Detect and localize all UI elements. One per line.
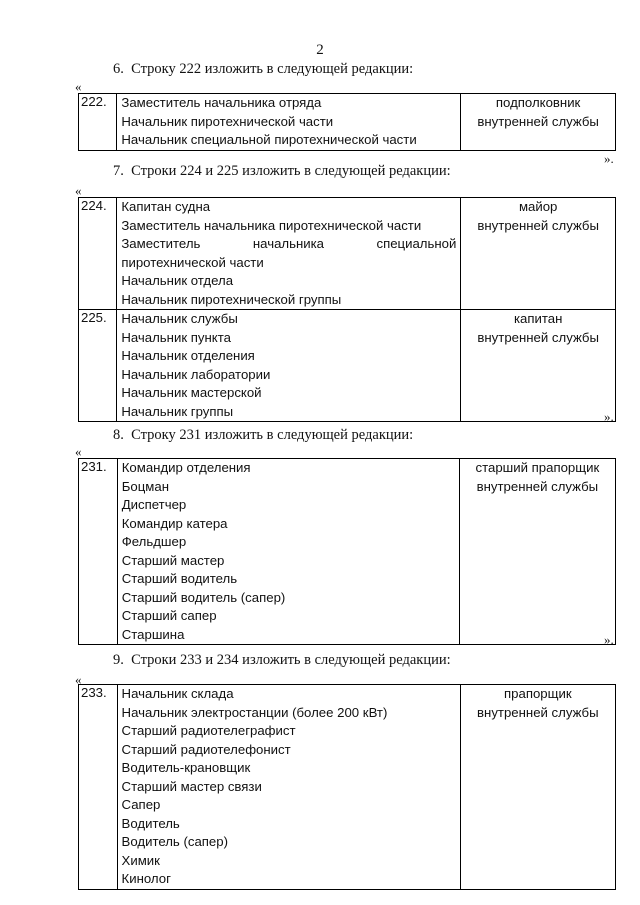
position-item: Начальник группы <box>121 403 234 419</box>
position-list <box>117 685 460 890</box>
rank-cell <box>460 685 615 890</box>
rank-cell <box>461 94 616 151</box>
rank-title: прапорщик <box>504 686 572 701</box>
section-9-table <box>78 684 616 890</box>
rank-title: подполковник <box>495 95 581 110</box>
position-item: Начальник мастерской <box>121 385 262 400</box>
position-item: Заместитель начальника специальной <box>121 236 457 251</box>
rank-service: внутренней службы <box>477 704 599 720</box>
section-8-close-quote: ». <box>604 632 614 647</box>
rank-service: внутренней службы <box>477 329 599 345</box>
position-item: Начальник склада <box>121 686 234 701</box>
position-item: Водитель (сапер) <box>121 834 228 849</box>
position-item: Заместитель начальника отряда <box>121 95 322 110</box>
rank-cell <box>461 198 616 310</box>
table-row <box>79 94 616 151</box>
section-7-table <box>78 197 616 422</box>
row-number: 231. <box>79 459 118 645</box>
row-number: 224. <box>79 198 117 310</box>
rank-title: старший прапорщик <box>475 460 600 475</box>
position-list <box>117 94 461 151</box>
section-8-heading: 8. Строку 231 изложить в следующей редакции: <box>113 427 414 443</box>
section-7-heading: 7. Строки 224 и 225 изложить в следующей редакции: <box>113 163 451 179</box>
rank-title: майор <box>518 199 558 214</box>
position-list <box>117 459 459 645</box>
position-item: Начальник пункта <box>121 329 231 345</box>
position-item: Командир катера <box>121 515 228 531</box>
position-item: Начальник специальной пиротехнической части <box>121 132 417 147</box>
section-9-heading: 9. Строки 233 и 234 изложить в следующей редакции: <box>113 652 451 668</box>
position-item: Старший сапер <box>121 608 217 623</box>
row-number: 222. <box>79 94 117 151</box>
section-7-close-quote: ». <box>604 409 614 424</box>
rank-cell <box>461 310 616 422</box>
position-item: Начальник лаборатории <box>121 366 271 382</box>
table-row <box>79 459 616 645</box>
position-item: Заместитель начальника пиротехнической части <box>121 217 422 233</box>
section-6-close-quote: ». <box>604 151 614 166</box>
rank-service: внутренней службы <box>477 113 599 129</box>
position-item: Химик <box>121 852 160 868</box>
section-7-open-quote: « <box>75 183 82 198</box>
position-item: Начальник отделения <box>121 348 255 363</box>
rank-service: внутренней службы <box>477 217 599 233</box>
rank-cell <box>459 459 615 645</box>
position-item: Старший мастер связи <box>121 778 262 794</box>
rank-title: капитан <box>513 311 563 326</box>
page-number: 2 <box>316 42 324 58</box>
section-6-open-quote: « <box>75 79 82 94</box>
position-item: Водитель-крановщик <box>121 760 251 775</box>
position-item: Водитель <box>121 815 180 831</box>
section-8-table <box>78 458 616 645</box>
rank-service: внутренней службы <box>476 478 599 494</box>
position-item: Диспетчер <box>121 497 187 512</box>
row-number: 225. <box>79 310 117 422</box>
position-item: пиротехнической части <box>121 254 264 270</box>
position-item: Старший водитель <box>121 571 238 586</box>
table-row <box>79 198 616 310</box>
position-item: Боцман <box>121 478 169 494</box>
position-item: Начальник отдела <box>121 273 234 288</box>
position-item: Старший радиотелефонист <box>121 741 291 757</box>
position-list <box>117 198 461 310</box>
position-item: Старшина <box>121 626 185 642</box>
position-item: Капитан судна <box>121 199 211 214</box>
position-item: Командир отделения <box>121 460 251 475</box>
row-number: 233. <box>79 685 118 890</box>
position-item: Сапер <box>121 797 161 812</box>
position-item: Фельдшер <box>121 534 187 549</box>
position-item: Старший радиотелеграфист <box>121 723 296 738</box>
position-item: Начальник пиротехнической группы <box>121 291 342 307</box>
section-9-open-quote: « <box>75 672 82 687</box>
position-list <box>117 310 461 422</box>
position-item: Начальник службы <box>121 311 238 326</box>
section-6-table <box>78 93 616 151</box>
section-6-heading: 6. Строку 222 изложить в следующей редакции: <box>113 61 414 77</box>
position-item: Кинолог <box>121 871 171 886</box>
position-item: Начальник пиротехнической части <box>121 113 334 129</box>
position-item: Начальник электростанции (более 200 кВт) <box>121 704 388 720</box>
position-item: Старший мастер <box>121 552 225 568</box>
position-item: Старший водитель (сапер) <box>121 589 286 605</box>
table-row <box>79 685 616 890</box>
section-8-open-quote: « <box>75 444 82 459</box>
table-row <box>79 310 616 422</box>
